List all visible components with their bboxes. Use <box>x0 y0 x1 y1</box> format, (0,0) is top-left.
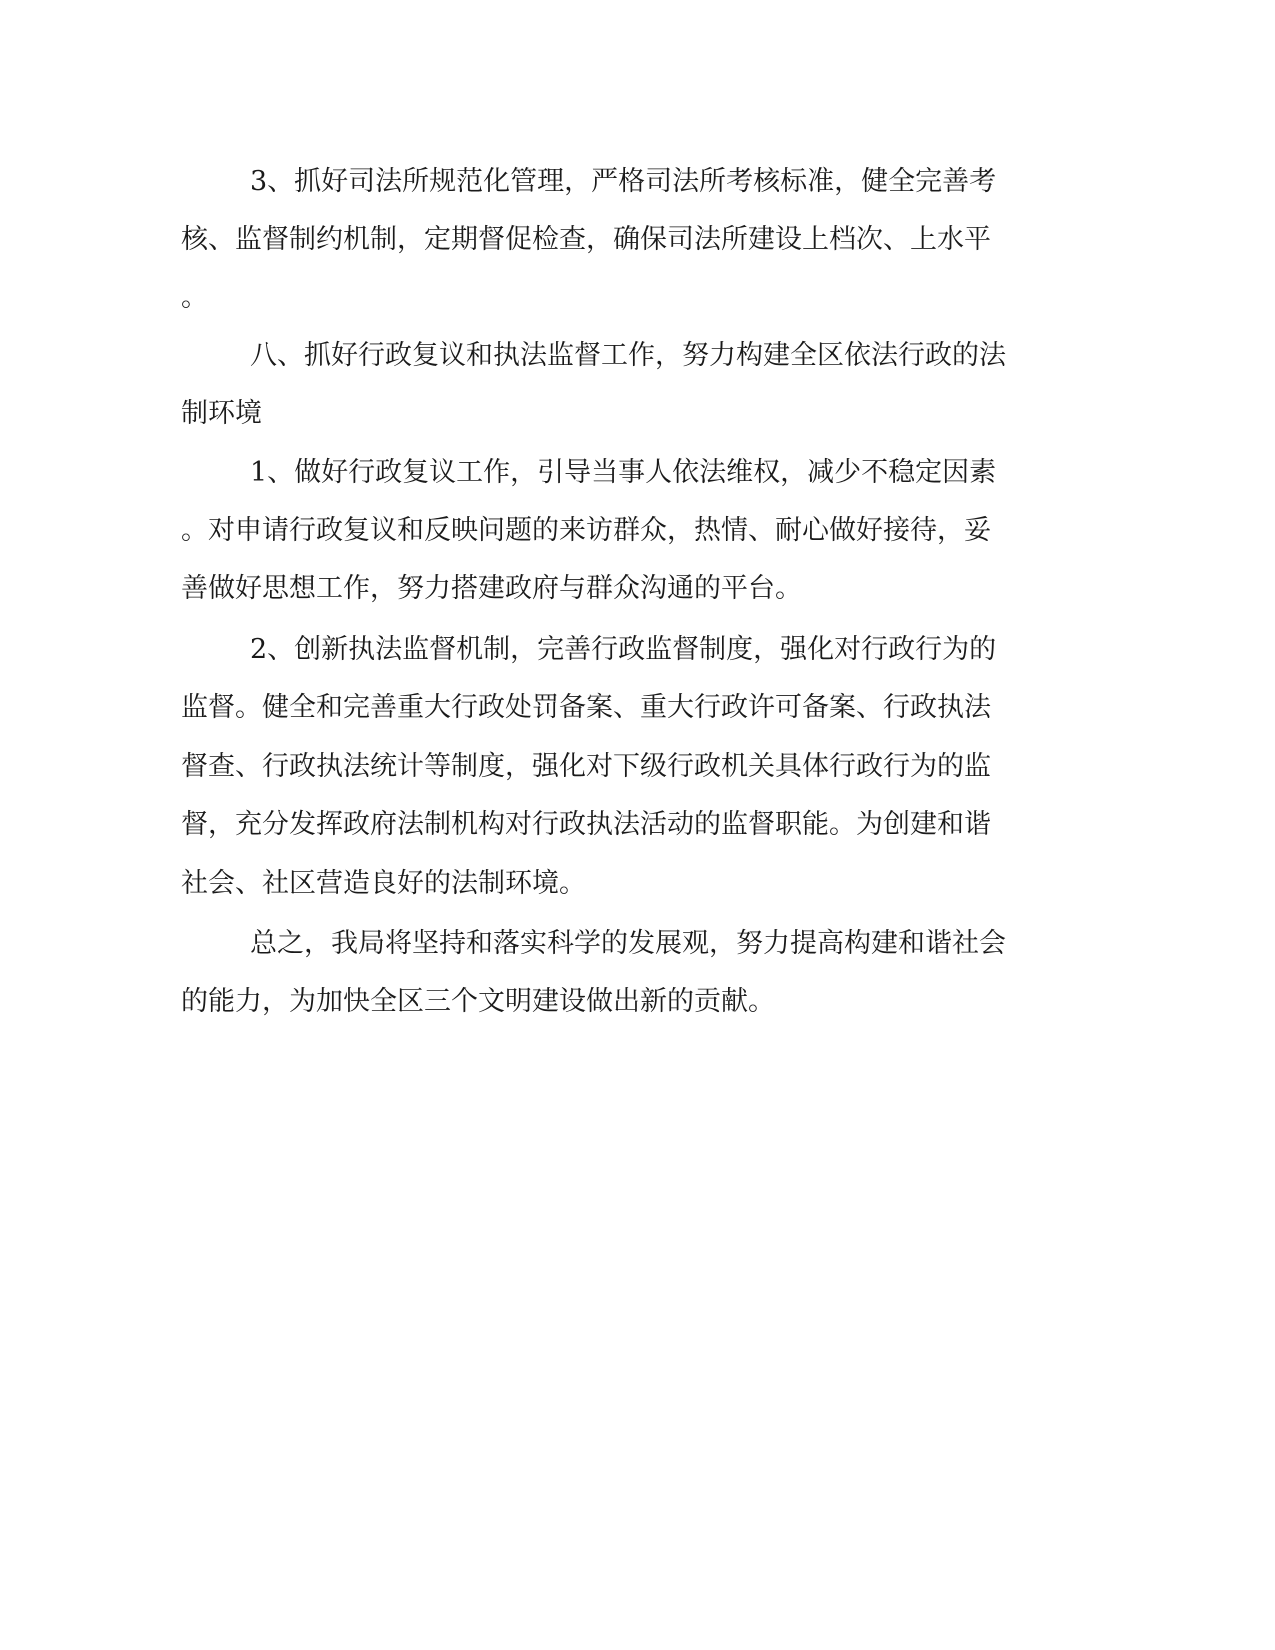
section-heading: 制环境 <box>181 398 262 429</box>
text-line: 3、抓好司法所规范化管理，严格司法所考核标准，健全完善考 <box>250 166 997 197</box>
text-line: 。对申请行政复议和反映问题的来访群众，热情、耐心做好接待，妥 <box>181 515 991 546</box>
text-line: 督，充分发挥政府法制机构对行政执法活动的监督职能。为创建和谐 <box>181 809 991 840</box>
section-heading: 八、抓好行政复议和执法监督工作，努力构建全区依法行政的法 <box>250 340 1006 371</box>
text-line: 监督。健全和完善重大行政处罚备案、重大行政许可备案、行政执法 <box>181 692 991 723</box>
text-line: 。 <box>181 282 208 313</box>
text-line: 的能力，为加快全区三个文明建设做出新的贡献。 <box>181 986 775 1017</box>
text-line: 社会、社区营造良好的法制环境。 <box>181 868 586 899</box>
text-line: 督查、行政执法统计等制度，强化对下级行政机关具体行政行为的监 <box>181 751 991 782</box>
text-line: 核、监督制约机制，定期督促检查，确保司法所建设上档次、上水平 <box>181 224 991 255</box>
text-line: 1、做好行政复议工作，引导当事人依法维权，减少不稳定因素 <box>250 457 997 488</box>
text-line: 善做好思想工作，努力搭建政府与群众沟通的平台。 <box>181 573 802 604</box>
text-line: 总之，我局将坚持和落实科学的发展观，努力提高构建和谐社会 <box>250 928 1006 959</box>
text-line: 2、创新执法监督机制，完善行政监督制度，强化对行政行为的 <box>250 634 997 665</box>
